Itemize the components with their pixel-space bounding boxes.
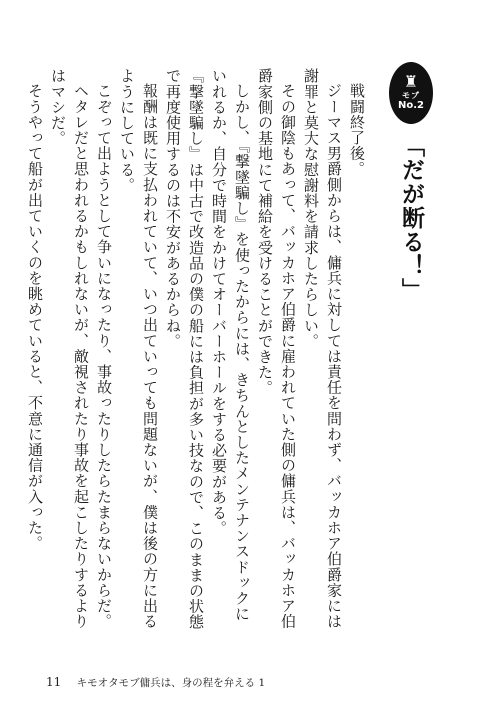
- paragraph: こぞって出ようとして争いになったり、事故ったりしたらたまらないからだ。: [95, 83, 113, 629]
- page-footer: [46, 675, 265, 690]
- paragraph: ヘタレだと思われるかもしれないが、敵視されたり事故を起こしたりするよりはマシだ。: [49, 68, 90, 629]
- paragraph: そうやって船が出ていくのを眺めていると、不意に通信が入った。: [26, 83, 44, 551]
- paragraph: 『撃墜騙し』は中古で改造品の僕の船には負担が多い技なので、このままの状態で再度使用するのは不安があるからね。: [164, 68, 205, 630]
- chapter-title: 「だが断る！」: [398, 134, 424, 302]
- paragraph: 報酬は既に支払われていて、いつ出ていっても問題ないが、僕は後の方に出るようにしている。: [118, 68, 159, 629]
- paragraph: ジーマス男爵側からは、傭兵に対しては責任を問わず、バッカホア伯爵家には謝罪と莫大な慰謝料を請求したらしい。: [302, 68, 343, 629]
- chess-rook-icon: ♜: [403, 72, 419, 91]
- paragraph: しかし、『撃墜騙し』を使ったからには、きちんとしたメンテナンスドックにいれるか、自分で時間をかけてオーバーホールをする必要がある。: [210, 68, 251, 622]
- chapter-badge-number: No.2: [398, 100, 424, 111]
- paragraph: その御陰もあって、バッカホア伯爵に雇われていた側の傭兵は、バッカホア伯爵家側の基地にて補給を受けることができた。: [256, 68, 297, 629]
- chapter-badge-label: モブ: [402, 91, 420, 100]
- book-title: キモオタモブ傭兵は、身の程を弁える 1: [76, 677, 266, 689]
- paragraph: 戦闘終了後。: [348, 83, 366, 177]
- chapter-badge: [389, 62, 433, 124]
- page-number: 11: [46, 675, 62, 689]
- body-text: [26, 68, 368, 630]
